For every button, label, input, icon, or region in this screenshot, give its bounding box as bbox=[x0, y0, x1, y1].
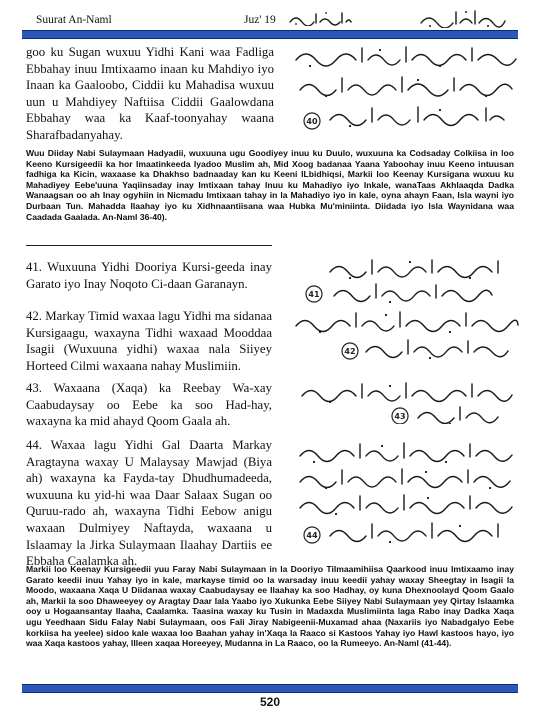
verse-text: Waxaana (Xaqa) ka Reebay Wa-xay Caabudaysay oo Eebe ka soo Had-hay, waxayna ka mid ahayd Qoom Gaala ah. bbox=[26, 381, 272, 429]
commentary-block-1: Wuu Diiday Nabi Sulaymaan Hadyadii, wuxuuna ugu Goodiyey inuu ku Duulo, wuxuuna ka Codsaday Colkiisa in loo Keeno Kursigeedii ka hor Imaatinkeeda Iyadoo Muslim ah, Mid Xoog badanaa Yaana Yaboohay inuu Keeno intuusan fadhiga ka Kicin, waxaase ka Dhakhso badnaaday kan ku Keeni ILbidhiqsi, Markii loo Keenay Kursigana wuxuu ku Mahadiyey Eebe'uuna Yaqiinsaday inay Imtixaan tahay Inuu ku Mahadiyo iyo Inkale, wanaTaas Akhlaaqda Dadka Wanaagsan oo ah Inay ogyhiin in Nicmadu Imtixaan tahay in la Mahadiyo iyo in kale, oyna ahayn Faan, Isla wayni iyo Durbaan Tun. Mahadda Ilaahay iyo ku Xidhnaantiisana waa Hubka Mu'miniinta. Diidada iyo Isla Waynidana waa Caadada Gaalada. An-Naml 36-40). bbox=[26, 148, 514, 222]
arabic-verse-43 bbox=[290, 380, 522, 424]
juz-arabic-calligraphy bbox=[288, 10, 352, 26]
page-number: 520 bbox=[259, 695, 281, 709]
verse-number: 42. bbox=[26, 309, 42, 323]
verse-text: Markay Timid waxaa lagu Yidhi ma sidanaa Kursigaagu, waxayna Tidhi waxaad Mooddaa Isagii (Wuxuuna yidhi) waxaa nala Siiyey Horteed Cilmi waxaana nahay Muslimiin. bbox=[26, 309, 272, 373]
section-divider bbox=[26, 245, 272, 246]
svg-text:40: 40 bbox=[306, 117, 318, 126]
commentary-block-2: Markii loo Keenay Kursigeedii yuu Faray Nabi Sulaymaan in la Dooriyo Tilmaamihiisa Qaarkood inuu Imtixaamo inay Garato keedii inuu Yahay iyo in kale, markayse timid oo la warsaday inuu keedii yahay waxay Sheegtay in Isagii la Moodo, waxaana Xaqa U Diidanaa waxay Caabudaysay ee Ilaahay ka soo Hadhay, oy kuna Dhexnoolayd Qoom Gaalo ah, Markii la soo Dhaweeyey oy Aragtay Daar lala Yaabo iyo Xukunka Eebe Siiyey Nabi Sulaymaan yey Qirtay Islaamka ooy u Hogaansantay Ilaaha, Caalamka. Taasina waxay ku Tusin in Madaxda Muslimiinta laga Rabo inay Dadka Xaqa ugu Yeedhaan Sidu Falay Nabi Sulaymaan, oos Fali Jiray Nabigeenii-Muxamad ahaa (Naxariis iyo Nabadgalyo Eebe korkiisa ha yeelee) sidoo kale waxaa loo Baahan yahay in'Xaqa la Raaco si Kastoos Yahay iyo Hawl kastoos hayo, iyo waa Xaqa kastoos yahay, Illeen xaqaa Horeeyey, Mudanna in La Raaco, oo la Rumeeyo. An-Naml (41-44). bbox=[26, 564, 514, 649]
verse-marker-42 bbox=[342, 343, 358, 359]
verse-translation-44 bbox=[26, 437, 272, 570]
arabic-verse-40 bbox=[290, 42, 520, 138]
verse-number: 44. bbox=[26, 438, 42, 452]
juz-label: Juz' 19 bbox=[244, 14, 276, 26]
svg-text:42: 42 bbox=[344, 347, 356, 356]
surah-label: Suurat An-Naml bbox=[36, 14, 112, 26]
arabic-verse-41 bbox=[290, 256, 522, 304]
verse-translation-42 bbox=[26, 308, 272, 374]
verse-text: Wuxuuna Yidhi Dooriya Kursi-geeda inay Garato iyo Inay Noqoto Ci-daan Garanayn. bbox=[26, 260, 272, 291]
verse-marker-43 bbox=[392, 408, 408, 424]
verse-translation-43 bbox=[26, 380, 272, 430]
verse-marker-44 bbox=[304, 527, 320, 543]
verse-marker-40 bbox=[304, 113, 320, 129]
verse-translation-40: goo ku Sugan wuxuu Yidhi Kani waa Fadliga Ebbahay inuu Imtixaamo inaan ku Mahdiyo iyo Inaan ka Gaaloobo, Ciddii ku Mahadisa wuxuu uun u Mahdiyey Naftiisa Ciddii Gaalowdana Ebbahay waa ka Kaaf-toonyahay waana Sharafbadanyahay. bbox=[26, 45, 274, 142]
arabic-verse-44 bbox=[290, 440, 522, 558]
svg-text:41: 41 bbox=[308, 290, 320, 299]
header-border-bar bbox=[22, 30, 518, 39]
verse-marker-41 bbox=[306, 286, 322, 302]
svg-text:43: 43 bbox=[394, 412, 406, 421]
page-header bbox=[22, 6, 518, 32]
footer-border-bar bbox=[22, 684, 518, 693]
surah-name-calligraphy bbox=[418, 8, 508, 28]
verse-number: 41. bbox=[26, 260, 42, 274]
svg-text:44: 44 bbox=[306, 531, 318, 540]
verse-translation-41 bbox=[26, 259, 272, 292]
arabic-verse-42 bbox=[290, 308, 522, 364]
verse-text: Waxaa lagu Yidhi Gal Daarta Markay Aragtayna waxay U Malaysay Mawjad (Biya ah) waxayna ka Fayda-tay Dhudhumadeeda, wuxuuna ku yid-hi waa Daar Salaax Sugan oo Quruu-rado ah, waxayna Tidhi Eebow anigu waxaan Dulmiyey Naftayda, waxaana u Islaamay la Jirka Sulaymaan Ilaahay Dartiis ee Ebbaha Caalamka ah. bbox=[26, 438, 273, 569]
verse-number: 43. bbox=[26, 381, 42, 395]
